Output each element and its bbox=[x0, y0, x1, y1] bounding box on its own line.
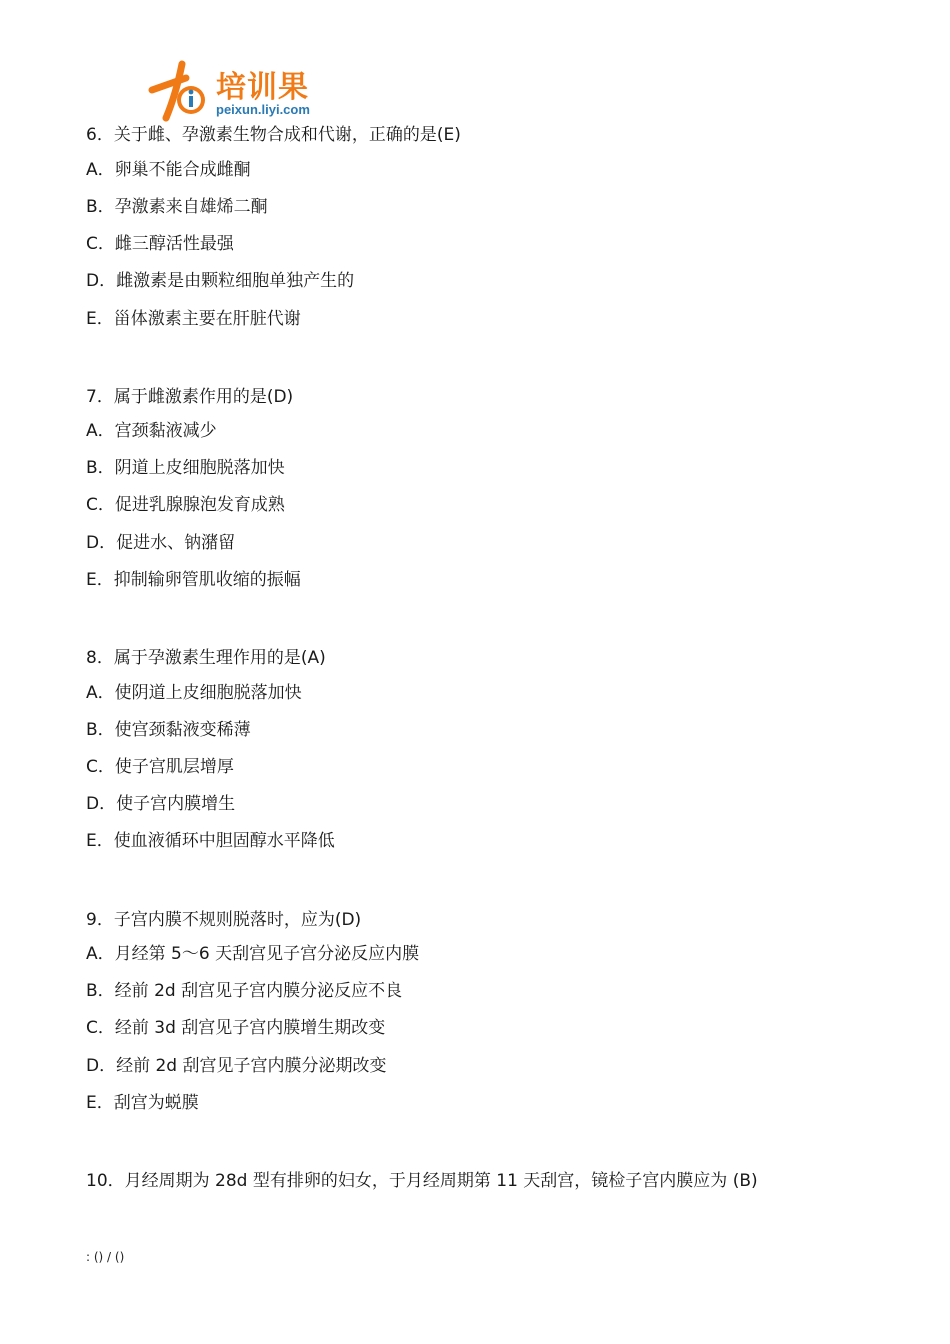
question-stem: 9．子宫内膜不规则脱落时，应为(D) bbox=[86, 910, 362, 930]
option-e: E．抑制输卵管肌收缩的振幅 bbox=[86, 570, 301, 590]
question-stem: 7．属于雌激素作用的是(D) bbox=[86, 387, 294, 407]
option-a: A．卵巢不能合成雌酮 bbox=[86, 160, 251, 180]
option-d: D．雌激素是由颗粒细胞单独产生的 bbox=[86, 271, 355, 291]
option-a: A．使阴道上皮细胞脱落加快 bbox=[86, 683, 302, 703]
option-d: D．促进水、钠潴留 bbox=[86, 533, 236, 553]
option-e: E．甾体激素主要在肝脏代谢 bbox=[86, 309, 301, 329]
option-d: D．使子宫内膜增生 bbox=[86, 794, 236, 814]
option-c: C．雌三醇活性最强 bbox=[86, 234, 234, 254]
option-b: B．阴道上皮细胞脱落加快 bbox=[86, 458, 285, 478]
option-b: B．使宫颈黏液变稀薄 bbox=[86, 720, 251, 740]
option-e: E．使血液循环中胆固醇水平降低 bbox=[86, 831, 335, 851]
logo-url: peixun.liyi.com bbox=[216, 102, 310, 117]
option-c: C．经前 3d 刮宫见子宫内膜增生期改变 bbox=[86, 1018, 386, 1038]
option-b: B．孕激素来自雄烯二酮 bbox=[86, 197, 268, 217]
option-b: B．经前 2d 刮宫见子宫内膜分泌反应不良 bbox=[86, 981, 403, 1001]
question-stem: 6．关于雌、孕激素生物合成和代谢，正确的是(E) bbox=[86, 125, 461, 145]
page-footer: : () / () bbox=[86, 1250, 125, 1264]
brand-logo bbox=[146, 60, 336, 126]
option-a: A．月经第 5～6 天刮宫见子宫分泌反应内膜 bbox=[86, 944, 420, 964]
question-stem: 10．月经周期为 28d 型有排卵的妇女，于月经周期第 11 天刮宫，镜检子宫内膜应为 (B) bbox=[86, 1171, 758, 1191]
option-a: A．宫颈黏液减少 bbox=[86, 421, 217, 441]
option-d: D．经前 2d 刮宫见子宫内膜分泌期改变 bbox=[86, 1056, 387, 1076]
logo-mark-icon bbox=[146, 60, 216, 126]
option-c: C．使子宫肌层增厚 bbox=[86, 757, 234, 777]
question-stem: 8．属于孕激素生理作用的是(A) bbox=[86, 648, 326, 668]
logo-text: 培训果 bbox=[216, 70, 309, 105]
option-c: C．促进乳腺腺泡发育成熟 bbox=[86, 495, 285, 515]
option-e: E．刮宫为蜕膜 bbox=[86, 1093, 199, 1113]
